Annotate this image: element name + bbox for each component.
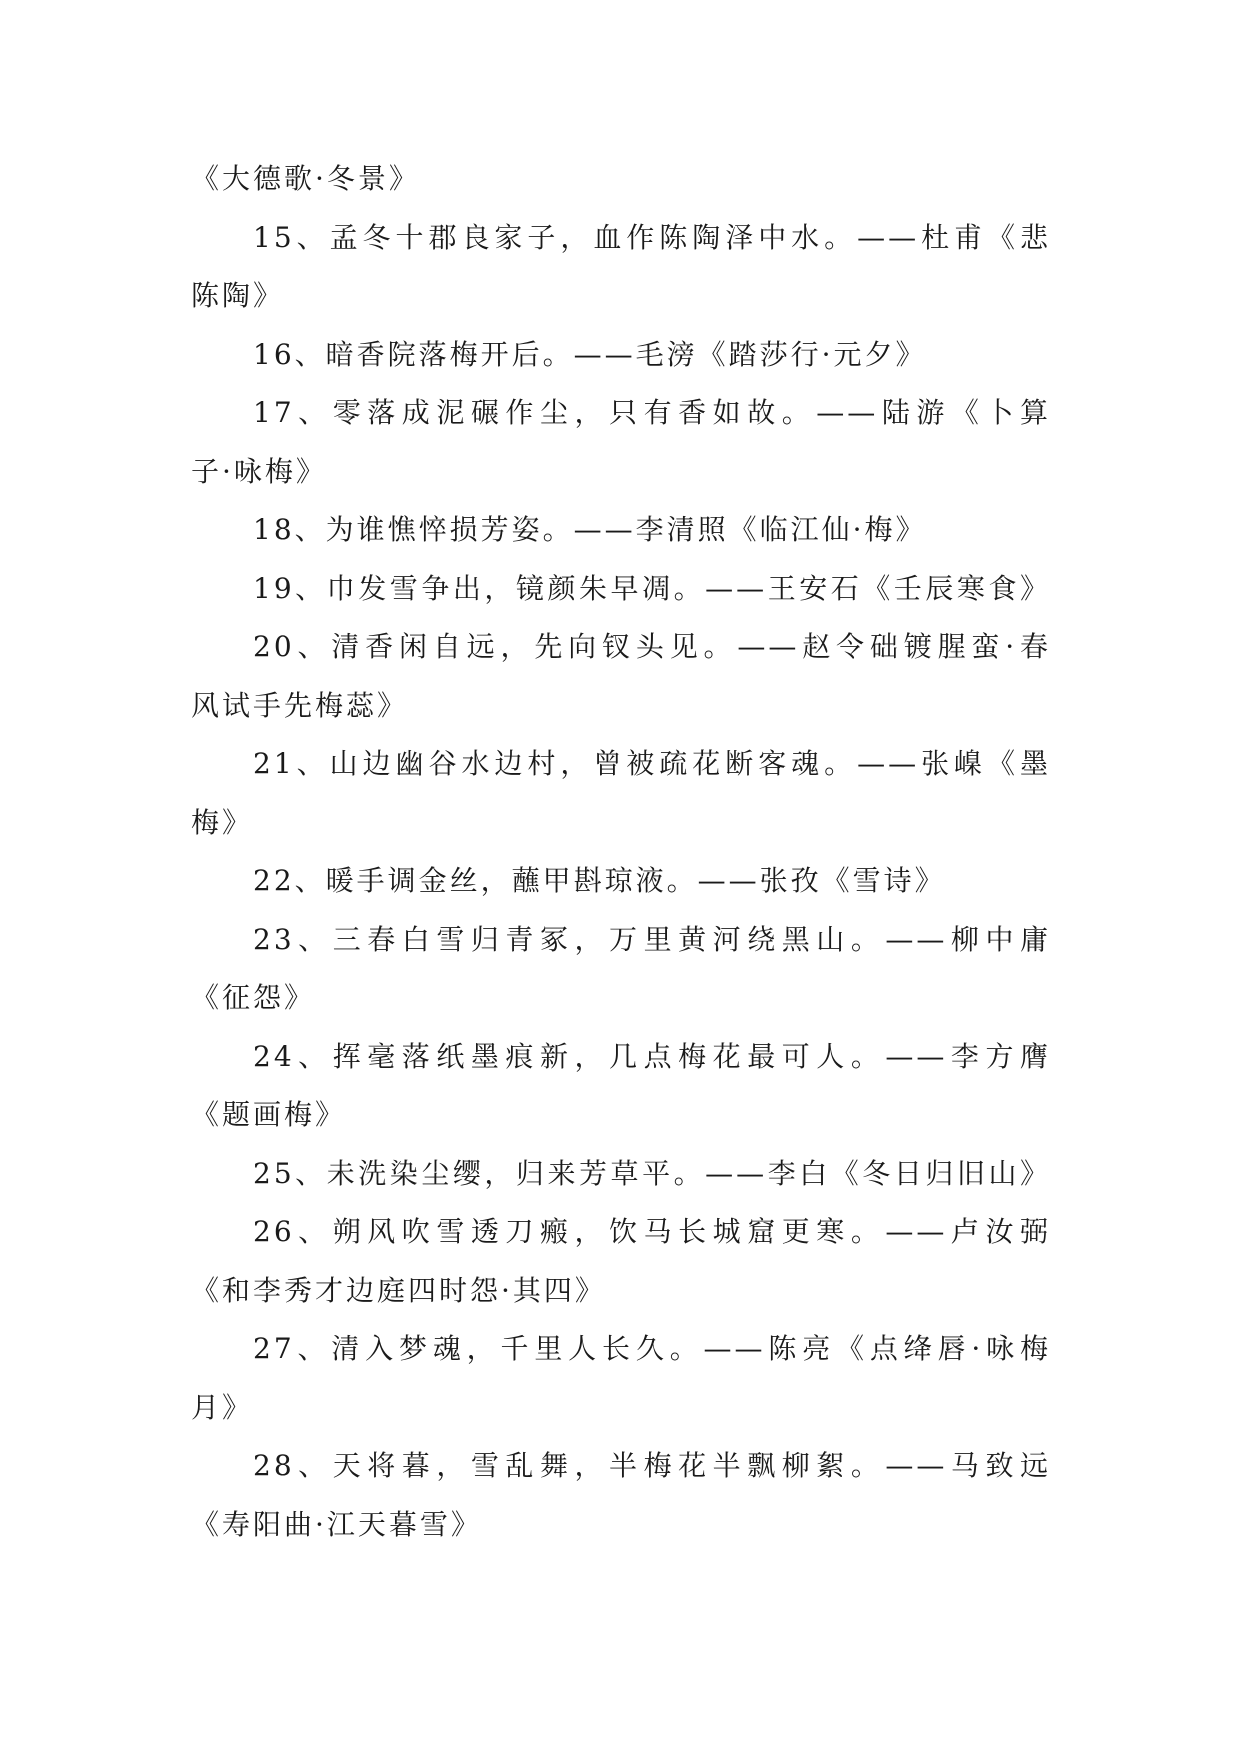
text-line: 18、为谁憔悴损芳姿。——李清照《临江仙·梅》 xyxy=(253,513,927,546)
text-line: 27、清入梦魂，千里人长久。——陈亮《点绛唇·咏梅 xyxy=(253,1332,1051,1365)
text-line: 24、挥毫落纸墨痕新，几点梅花最可人。——李方膺 xyxy=(253,1039,1051,1073)
text-line: 25、未洗染尘缨，归来芳草平。——李白《冬日归旧山》 xyxy=(253,1156,1051,1190)
text-line: 28、天将暮，雪乱舞，半梅花半飘柳絮。——马致远 xyxy=(253,1449,1051,1482)
document-page xyxy=(191,150,1051,1554)
text-line: 21、山边幽谷水边村，曾被疏花断客魂。——张嵲《墨 xyxy=(253,747,1051,780)
text-line: 17、零落成泥碾作尘，只有香如故。——陆游《卜算 xyxy=(253,396,1051,429)
text-line: 月》 xyxy=(191,1390,254,1424)
text-line: 《寿阳曲·江天暮雪》 xyxy=(191,1507,482,1541)
text-line: 风试手先梅蕊》 xyxy=(191,688,409,722)
text-line: 《征怨》 xyxy=(191,981,316,1014)
text-line: 《题画梅》 xyxy=(191,1098,347,1131)
text-line: 子·咏梅》 xyxy=(191,454,327,488)
text-line: 15、孟冬十郡良家子，血作陈陶泽中水。——杜甫《悲 xyxy=(253,220,1051,254)
text-line: 陈陶》 xyxy=(191,279,285,312)
text-line: 22、暖手调金丝，蘸甲斟琼液。——张孜《雪诗》 xyxy=(253,864,946,897)
text-line: 23、三春白雪归青冢，万里黄河绕黑山。——柳中庸 xyxy=(253,922,1051,956)
text-line: 《大德歌·冬景》 xyxy=(191,162,420,195)
text-line: 《和李秀才边庭四时怨·其四》 xyxy=(191,1273,606,1307)
text-line: 16、暗香院落梅开后。——毛滂《踏莎行·元夕》 xyxy=(253,337,927,371)
text-line: 梅》 xyxy=(191,805,254,839)
text-line: 19、巾发雪争出，镜颜朱早凋。——王安石《壬辰寒食》 xyxy=(253,571,1051,605)
text-line: 20、清香闲自远，先向钗头见。——赵令础镀腥蛮·春 xyxy=(253,630,1051,663)
text-line: 26、朔风吹雪透刀瘢，饮马长城窟更寒。——卢汝弼 xyxy=(253,1215,1051,1248)
